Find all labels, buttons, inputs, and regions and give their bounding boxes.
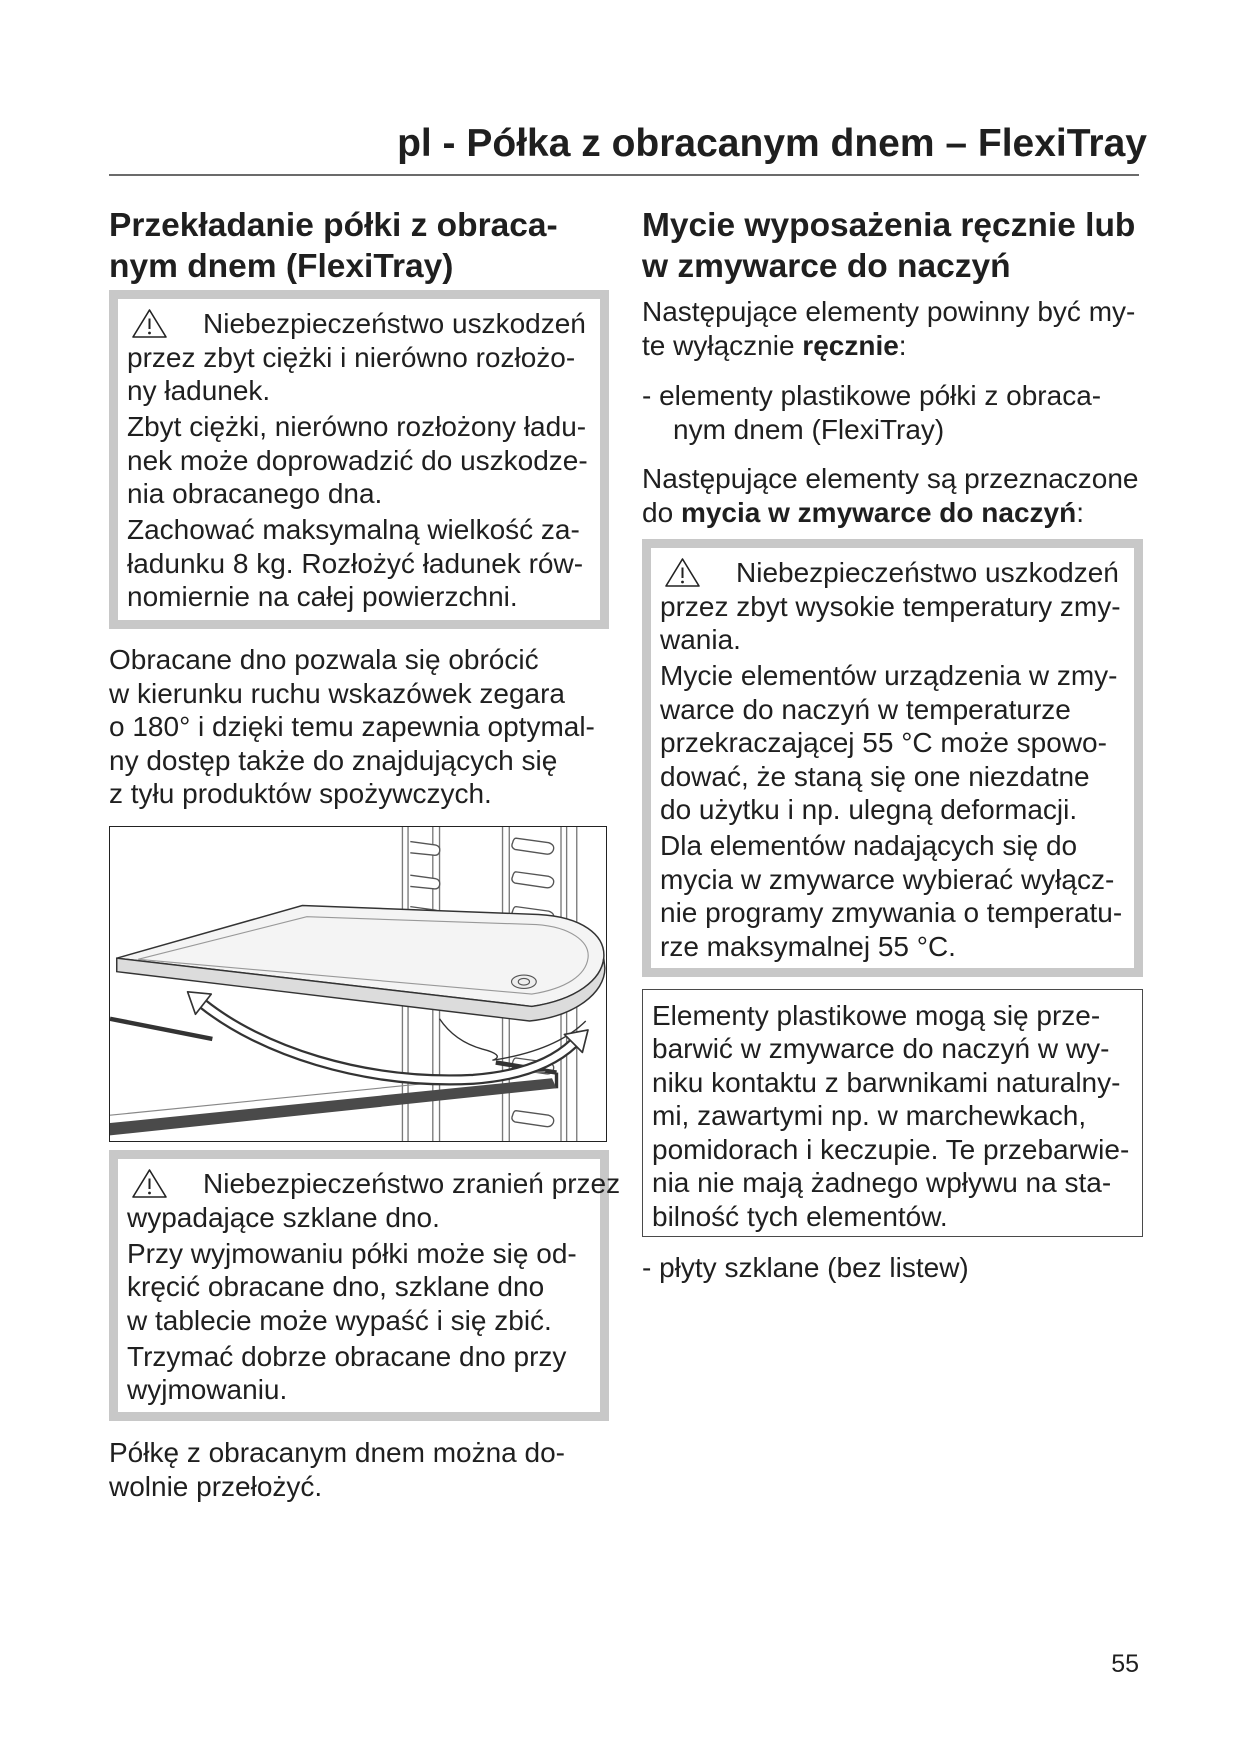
- page-title: pl - Półka z obracanym dnem – FlexiTray: [397, 122, 1147, 165]
- warning-title-text: Niebezpieczeństwo uszkodzeń: [736, 557, 1119, 588]
- note-box-discoloration: [642, 989, 1143, 1237]
- body-text-line: z tyłu produktów spożywczych.: [109, 778, 492, 809]
- flexitray-drawing: [110, 827, 606, 1141]
- warning-text-line: w tablecie może wypaść i się zbić.: [127, 1304, 552, 1336]
- note-text-line: barwić w zmywarce do naczyń w wy-: [652, 1033, 1110, 1064]
- warning-text-line: Mycie elementów urządzenia w zmy-: [660, 660, 1118, 691]
- body-text-line: [642, 329, 1135, 363]
- warning-text-line: nek może doprowadzić do uszkodze-: [127, 444, 588, 476]
- header-rule: [109, 174, 1139, 176]
- warning-triangle-icon: [131, 308, 168, 339]
- warning-text-line: wyjmowaniu.: [127, 1374, 288, 1405]
- warning-text-line: kręcić obracane dno, szklane dno: [127, 1271, 545, 1302]
- warning-title-text: Niebezpieczeństwo zranień przez: [203, 1168, 621, 1199]
- body-text-line: w kierunku ruchu wskazówek zegara: [109, 677, 565, 709]
- note-text-line: nia nie mają żadnego wpływu na sta-: [652, 1167, 1112, 1198]
- body-text-line: wolnie przełożyć.: [109, 1470, 323, 1502]
- heading-line: Mycie wyposażenia ręcznie lub: [642, 207, 1136, 244]
- page-number: 55: [1111, 1650, 1139, 1678]
- body-text-segment: te wyłącznie: [642, 329, 803, 361]
- warning-text-line: Przy wyjmowaniu półki może się od-: [127, 1237, 577, 1269]
- note-text-line: mi, zawartymi np. w marchewkach,: [652, 1100, 1087, 1131]
- flexitray-illustration: [109, 826, 607, 1142]
- warning-text-line: przez zbyt ciężki i nierówno rozłożo-: [127, 341, 576, 373]
- warning-text-line: dować, że staną się one niezdatne: [660, 760, 1090, 792]
- warning-text-line: mycia w zmywarce wybierać wyłącz-: [660, 863, 1115, 895]
- warning-text-line: warce do naczyń w temperaturze: [660, 693, 1071, 725]
- warning-text-line: Zbyt ciężki, nierówno rozłożony ładu-: [127, 411, 587, 442]
- warning-text-line: nia obracanego dna.: [127, 478, 383, 509]
- warning-paragraph: [660, 829, 1134, 963]
- body-text-line: Następujące elementy powinny być my-: [642, 296, 1136, 327]
- section-heading-shelf-relocation: [109, 206, 558, 287]
- tray-knob: [512, 975, 537, 988]
- note-text-line: niku kontaktu z barwnikami naturalny-: [652, 1066, 1121, 1098]
- warning-title-line: [127, 1167, 621, 1201]
- body-text-line: ny dostęp także do znajdujących się: [109, 744, 558, 776]
- list-item-dishwasher: [642, 1251, 969, 1285]
- warning-paragraph: [127, 307, 600, 408]
- body-text-segment: :: [1076, 496, 1084, 528]
- warning-paragraph: [127, 1167, 621, 1234]
- heading-line: w zmywarce do naczyń: [642, 247, 1011, 285]
- warning-title-line: [127, 307, 600, 341]
- body-text-line: o 180° i dzięki temu zapewnia optymal-: [109, 711, 595, 742]
- warning-triangle-icon: [131, 1168, 168, 1199]
- warning-paragraph: [127, 1237, 600, 1338]
- warning-text-line: do użytku i np. ulegną deformacji.: [660, 794, 1078, 825]
- list-item-line: nym dnem (FlexiTray): [673, 413, 945, 445]
- body-text-line: Obracane dno pozwala się obrócić: [109, 644, 539, 675]
- list-item-line: - elementy plastikowe półki z obraca-: [642, 380, 1102, 411]
- bold-term: ręcznie: [802, 329, 899, 361]
- body-text-segment: do: [642, 496, 681, 528]
- warning-title-text: Niebezpieczeństwo uszkodzeń: [203, 308, 586, 339]
- list-item-line: - płyty szklane (bez listew): [642, 1252, 969, 1283]
- note-text-line: bilność tych elementów.: [652, 1200, 948, 1232]
- warning-paragraph: [127, 513, 600, 614]
- warning-paragraph: [660, 556, 1134, 657]
- warning-text-line: wypadające szklane dno.: [127, 1201, 440, 1233]
- warning-box-temperature: [642, 539, 1143, 977]
- warning-triangle-icon: [664, 557, 701, 588]
- note-text-line: pomidorach i keczupie. Te przebarwie-: [652, 1133, 1130, 1165]
- warning-text-line: nomiernie na całej powierzchni.: [127, 581, 518, 612]
- warning-box-glass-injury: [109, 1150, 621, 1421]
- heading-line: nym dnem (FlexiTray): [109, 247, 454, 285]
- warning-text-line: Dla elementów nadających się do: [660, 830, 1078, 861]
- rotation-paragraph: [109, 643, 595, 811]
- warning-box-load-damage: [109, 290, 609, 629]
- warning-text-line: Zachować maksymalną wielkość za-: [127, 514, 580, 545]
- warning-text-line: przez zbyt wysokie temperatury zmy-: [660, 590, 1121, 622]
- body-text-segment: :: [898, 329, 907, 361]
- bold-term: mycia w zmywarce do naczyń: [680, 496, 1077, 528]
- body-text-line: Półkę z obracanym dnem można do-: [109, 1437, 565, 1468]
- body-text-line: Następujące elementy są przeznaczone: [642, 463, 1139, 494]
- warning-paragraph: [660, 659, 1134, 827]
- warning-text-line: rze maksymalnej 55 °C.: [660, 930, 956, 962]
- warning-paragraph: [127, 410, 600, 511]
- warning-text-line: Trzymać dobrze obracane dno przy: [127, 1340, 567, 1372]
- note-text-line: Elementy plastikowe mogą się prze-: [652, 999, 1101, 1031]
- warning-paragraph: [127, 1340, 600, 1407]
- heading-line: Przekładanie półki z obraca-: [109, 207, 558, 244]
- body-text-line: [642, 496, 1139, 530]
- warning-text-line: ny ładunek.: [127, 375, 271, 406]
- list-item-hand-wash: [642, 379, 1101, 446]
- dishwasher-intro: [642, 462, 1139, 529]
- warning-text-line: przekraczającej 55 °C może spowo-: [660, 727, 1107, 758]
- warning-text-line: nie programy zmywania o temperatu-: [660, 897, 1123, 928]
- relocation-paragraph: [109, 1436, 565, 1503]
- warning-title-line: [660, 556, 1134, 590]
- section-heading-cleaning: [642, 206, 1135, 287]
- hand-wash-intro: [642, 295, 1135, 362]
- warning-text-line: ładunku 8 kg. Rozłożyć ładunek rów-: [127, 547, 584, 579]
- warning-text-line: wania.: [660, 624, 741, 655]
